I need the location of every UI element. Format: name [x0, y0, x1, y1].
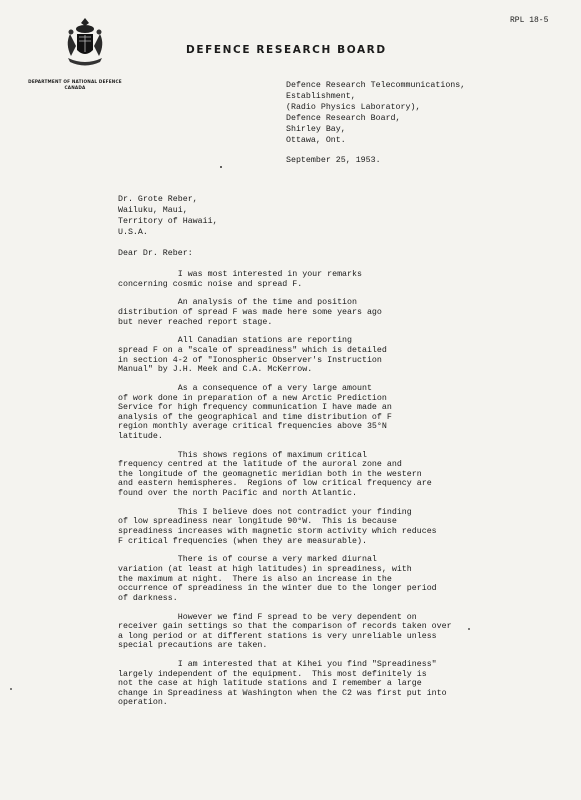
paragraph-line: of low spreadiness near longitude 90°W. This is because	[118, 517, 397, 527]
paragraph-line: An analysis of the time and position	[118, 298, 357, 308]
paragraph	[118, 384, 563, 442]
department-line: DEPARTMENT OF NATIONAL DEFENCE	[28, 79, 122, 84]
paragraph-line: special precautions are taken.	[118, 641, 268, 651]
recipient-line: U.S.A.	[118, 228, 148, 237]
paragraph	[118, 270, 563, 289]
paragraph	[118, 336, 563, 374]
address-line: (Radio Physics Laboratory),	[286, 103, 421, 112]
paragraph-line: Manual" by J.H. Meek and C.A. McKerrow.	[118, 365, 313, 375]
paragraph-line: frequency centred at the latitude of the auroral zone and	[118, 460, 402, 470]
paragraph-line: distribution of spread F was made here some years ago	[118, 307, 382, 317]
paragraph	[118, 508, 563, 546]
paragraph-line: of darkness.	[118, 593, 178, 603]
paragraph-line: region monthly average critical frequencies above 35°N	[118, 422, 387, 432]
paragraph-line: All Canadian stations are reporting	[118, 336, 353, 346]
paragraph-line: F critical frequencies (when they are measurable).	[118, 536, 367, 546]
paragraph-line: analysis of the geographical and time distribution of F	[118, 412, 392, 422]
paragraph-line: the maximum at night. There is also an increase in the	[118, 574, 392, 584]
paragraph-line: spreadiness increases with magnetic storm activity which reduces	[118, 527, 437, 536]
address-line: Shirley Bay,	[286, 125, 346, 134]
paragraph	[118, 298, 563, 327]
coat-of-arms-icon	[62, 16, 108, 68]
paragraph-line: operation.	[118, 698, 168, 708]
department-caption	[20, 79, 130, 90]
paragraph-line: This shows regions of maximum critical	[118, 450, 367, 460]
paragraph-line: concerning cosmic noise and spread F.	[118, 279, 303, 289]
recipient-line: Wailuku, Maui,	[118, 206, 188, 215]
recipient-line: Dr. Grote Reber,	[118, 195, 198, 204]
country-line: CANADA	[64, 84, 86, 90]
paragraph-line: in section 4-2 of "Ionospheric Observer's Instruction	[118, 355, 382, 365]
paragraph	[118, 660, 563, 708]
reference-number: RPL 18-5	[510, 16, 549, 25]
paragraph-line: the longitude of the geomagnetic meridian both in the western	[118, 469, 422, 479]
paragraph-line: and eastern hemispheres. Regions of low critical frequency are	[118, 479, 432, 489]
paragraph-line: I am interested that at Kihei you find "Spreadiness"	[118, 660, 437, 670]
paragraph-line: occurrence of spreadiness in the winter due to the longer period	[118, 584, 437, 594]
ink-speck	[468, 628, 470, 630]
paragraph-line: As a consequence of a very large amount	[118, 383, 372, 393]
paragraph-line: not the case at high latitude stations and I remember a large	[118, 679, 422, 689]
paragraph-line: largely independent of the equipment. This most definitely is	[118, 669, 427, 679]
paragraph-line: change in Spreadiness at Washington when the C2 was first put into	[118, 688, 447, 698]
paragraph-line: receiver gain settings so that the comparison of records taken over	[118, 622, 452, 632]
paragraph-line: of work done in preparation of a new Arctic Prediction	[118, 393, 387, 403]
sender-address	[286, 80, 465, 146]
paragraph-line: spread F on a "scale of spreadiness" which is detailed	[118, 345, 387, 355]
paragraph-line: latitude.	[118, 431, 163, 441]
paragraph-line: There is of course a very marked diurnal	[118, 555, 377, 565]
paragraph	[118, 613, 563, 651]
paragraph-line: variation (at least at high latitudes) in spreadiness, with	[118, 564, 412, 574]
salutation: Dear Dr. Reber:	[118, 249, 193, 258]
ink-speck	[220, 166, 222, 168]
paragraph	[118, 555, 563, 603]
paragraph-line: However we find F spread to be very dependent on	[118, 612, 417, 622]
paragraph-line: This I believe does not contradict your finding	[118, 507, 412, 517]
letter-date: September 25, 1953.	[286, 156, 381, 165]
ink-speck	[10, 688, 12, 690]
paragraph-line: Service for high frequency communication I have made an	[118, 403, 392, 413]
address-line: Establishment,	[286, 92, 356, 101]
paragraph	[118, 451, 563, 499]
paragraph-line: but never reached report stage.	[118, 317, 273, 327]
recipient-address	[118, 194, 218, 238]
address-line: Defence Research Board,	[286, 114, 401, 123]
paragraph-line: I was most interested in your remarks	[118, 270, 362, 279]
letter-body	[118, 270, 563, 717]
paragraph-line: a long period or at different stations is very unreliable unless	[118, 631, 437, 641]
address-line: Ottawa, Ont.	[286, 136, 346, 145]
letterhead-title: DEFENCE RESEARCH BOARD	[186, 44, 387, 56]
address-line: Defence Research Telecommunications,	[286, 81, 466, 90]
paragraph-line: found over the north Pacific and north Atlantic.	[118, 489, 357, 499]
recipient-line: Territory of Hawaii,	[118, 217, 218, 226]
